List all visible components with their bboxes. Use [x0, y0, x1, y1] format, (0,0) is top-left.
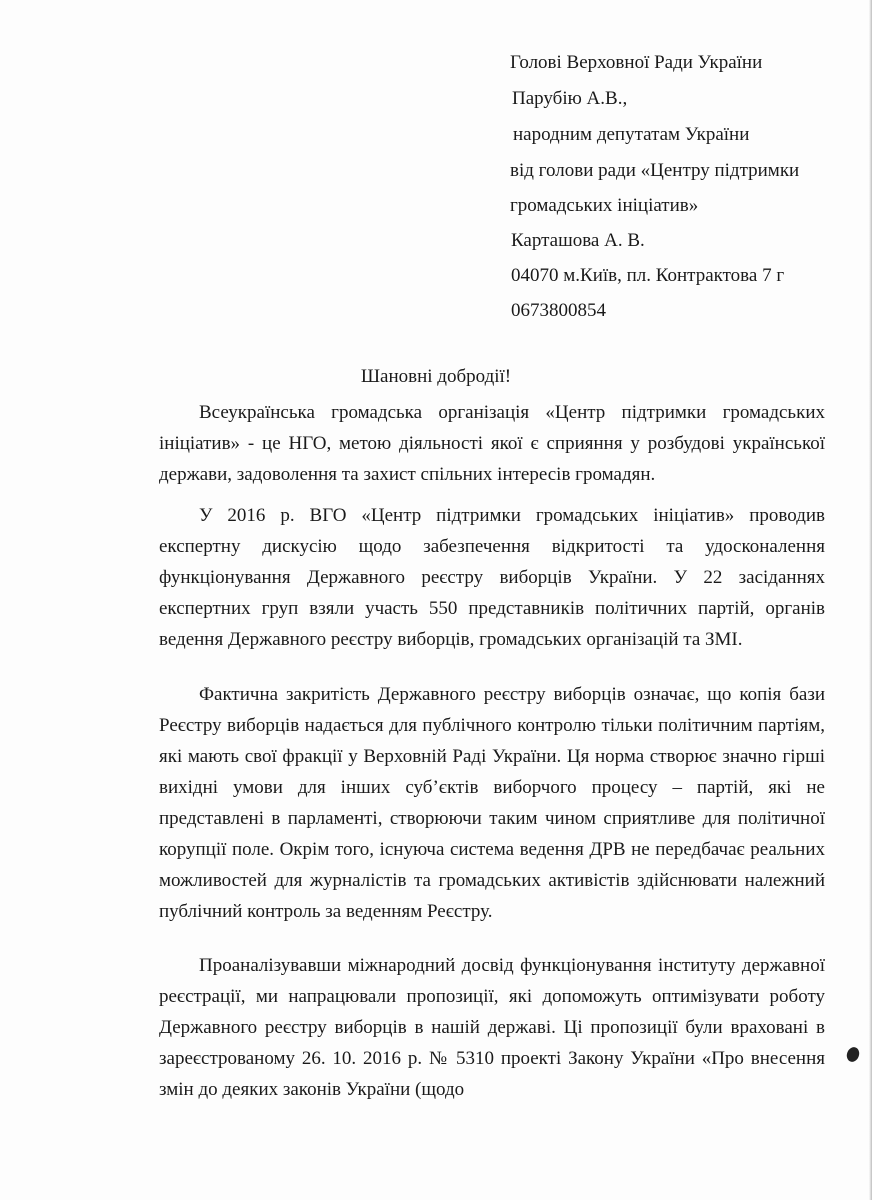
- paragraph-text: Всеукраїнська громадська організація «Центр підтримки громадських ініціатив» - це НГО, метою діяльності якої є сприяння у розбудові української держави, задоволення та захист спільних інтересів громадян.: [159, 402, 825, 485]
- addressee-line: громадських ініціатив»: [510, 195, 699, 216]
- addressee-line: народним депутатам України: [513, 124, 750, 145]
- addressee-line: Голові Верховної Ради України: [510, 52, 763, 73]
- addressee-line: 0673800854: [511, 300, 606, 321]
- ink-blot: [845, 1045, 861, 1063]
- addressee-line: 04070 м.Київ, пл. Контрактова 7 г: [511, 265, 785, 286]
- addressee-line: Парубію А.В.,: [512, 88, 628, 109]
- paragraph-text: Проаналізувавши міжнародний досвід функціонування інституту державної реєстрації, ми напрацювали пропозиції, які допоможуть оптимізувати роботу Державного реєстру виборців в нашій державі. Ці пропозиції були враховані в зареєстрованому 26. 10. 2016 р. № 5310 проекті Закону України «Про внесення змін до деяких законів України (щодо: [159, 955, 825, 1100]
- body-paragraph-3: [159, 679, 825, 927]
- paragraph-text: Фактична закритість Державного реєстру виборців означає, що копія бази Реєстру виборців надається для публічного контролю тільки політичним партіям, які мають свої фракції у Верховній Раді України. Ця норма створює значно гірші вихідні умови для інших суб’єктів виборчого процесу – партій, які не представлені в парламенті, створюючи таким чином сприятливе для політичної корупції поле. Окрім того, існуюча система ведення ДРВ не передбачає реальних можливостей для журналістів та громадських активістів здійснювати належний публічний контроль за веденням Реєстру.: [159, 684, 825, 922]
- body-paragraph-1: [159, 397, 825, 490]
- body-paragraph-4: [159, 950, 825, 1105]
- addressee-line: від голови ради «Центру підтримки: [510, 160, 800, 181]
- addressee-line: Карташова А. В.: [511, 230, 645, 251]
- paragraph-text: У 2016 р. ВГО «Центр підтримки громадських ініціатив» проводив експертну дискусію щодо забезпечення відкритості та удосконалення функціонування Державного реєстру виборців України. У 22 засіданнях експертних груп взяли участь 550 представників політичних партій, органів ведення Державного реєстру виборців, громадських організацій та ЗМІ.: [159, 505, 825, 650]
- body-paragraph-2: [159, 500, 825, 655]
- salutation: Шановні добродії!: [360, 366, 512, 387]
